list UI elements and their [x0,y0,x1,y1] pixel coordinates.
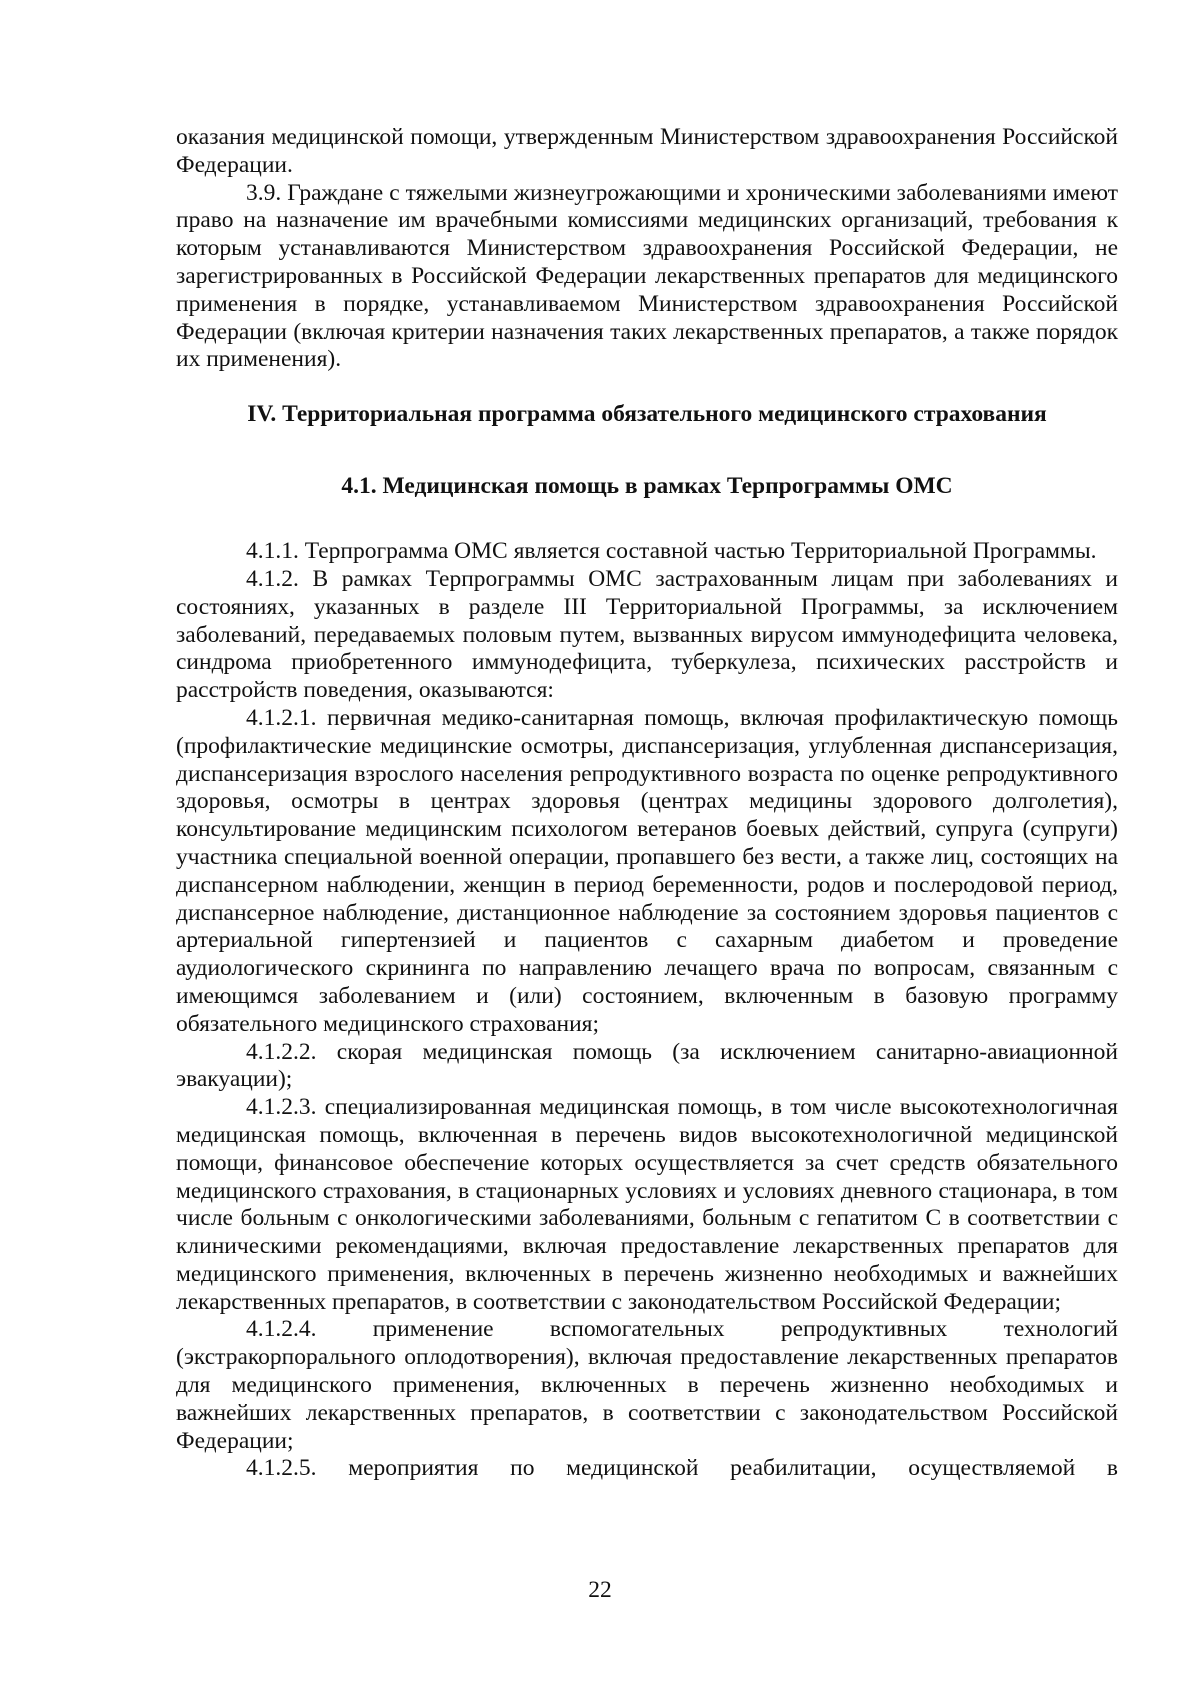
paragraph-4-1-2-3: 4.1.2.3. специализированная медицинская помощь, в том числе высокотехнологичная медицинская помощь, включенная в перечень видов высокотехнологичной медицинской помощи, финансовое обеспечение которых осуществляется за счет средств обязательного медицинского страхования, в стационарных условиях и условиях дневного стационара, в том числе больным с онкологическими заболеваниями, больным с гепатитом С в соответствии с клиническими рекомендациями, включая предоставление лекарственных препаратов для медицинского применения, включенных в перечень жизненно необходимых и важнейших лекарственных препаратов, в соответствии с законодательством Российской Федерации; [176,1094,1118,1315]
paragraph-4-1-2-1: 4.1.2.1. первичная медико-санитарная помощь, включая профилактическую помощь (профилактические медицинские осмотры, диспансеризация, углубленная диспансеризация, диспансеризация взрослого населения репродуктивного возраста по оценке репродуктивного здоровья, осмотры в центрах здоровья (центрах медицины здорового долголетия), консультирование медицинским психологом ветеранов боевых действий, супруга (супруги) участника специальной военной операции, пропавшего без вести, а также лиц, состоящих на диспансерном наблюдении, женщин в период беременности, родов и послеродовой период, диспансерное наблюдение, дистанционное наблюдение за состоянием здоровья пациентов с артериальной гипертензией и пациентов с сахарным диабетом и проведение аудиологического скрининга по направлению лечащего врача по вопросам, связанным с имеющимся заболеванием и (или) состоянием, включенным в базовую программу обязательного медицинского страхования; [176,704,1118,1037]
paragraph-4-1-1: 4.1.1. Терпрограмма ОМС является составной частью Территориальной Программы. [246,538,1097,565]
document-body [176,124,1118,1483]
subsection-title: 4.1. Медицинская помощь в рамках Терпрограммы ОМС [341,473,953,500]
intro-paragraph: оказания медицинской помощи, утвержденным Министерством здравоохранения Российской Федерации. [176,124,1118,178]
section-title: IV. Территориальная программа обязательного медицинского страхования [247,401,1047,428]
page-number: 22 [588,1577,612,1603]
paragraph-4-1-2-5: 4.1.2.5. мероприятия по медицинской реабилитации, осуществляемой в [246,1455,1118,1482]
paragraph-3-9: 3.9. Граждане с тяжелыми жизнеугрожающими и хроническими заболеваниями имеют право на назначение им врачебными комиссиями медицинских организаций, требования к которым устанавливаются Министерством здравоохранения Российской Федерации, не зарегистрированных в Российской Федерации лекарственных препаратов для медицинского применения в порядке, устанавливаемом Министерством здравоохранения Российской Федерации (включая критерии назначения таких лекарственных препаратов, а также порядок их применения). [176,179,1118,373]
paragraph-4-1-2: 4.1.2. В рамках Терпрограммы ОМС застрахованным лицам при заболеваниях и состояниях, указанных в разделе III Территориальной Программы, за исключением заболеваний, передаваемых половым путем, вызванных вирусом иммунодефицита человека, синдрома приобретенного иммунодефицита, туберкулеза, психических расстройств и расстройств поведения, оказываются: [176,565,1118,704]
paragraph-4-1-2-4: 4.1.2.4. применение вспомогательных репродуктивных технологий (экстракорпорального оплодотворения), включая предоставление лекарственных препаратов для медицинского применения, включенных в перечень жизненно необходимых и важнейших лекарственных препаратов, в соответствии с законодательством Российской Федерации; [176,1316,1118,1454]
paragraph-4-1-2-2: 4.1.2.2. скорая медицинская помощь (за исключением санитарно-авиационной эвакуации); [176,1038,1118,1093]
